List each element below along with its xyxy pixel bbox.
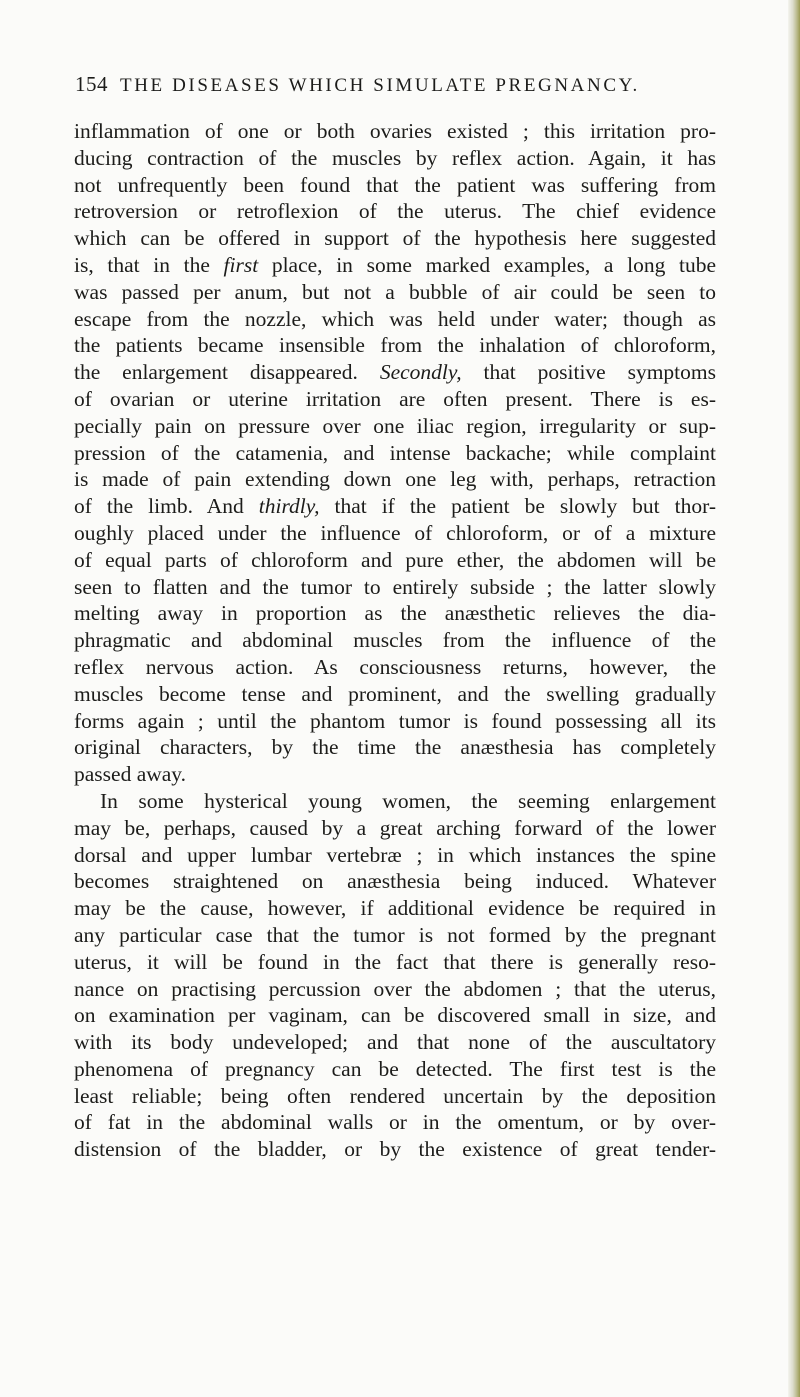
text-line	[74, 279, 716, 306]
text-segment: nance on practising percussion over the abdomen ; that the uterus,	[74, 976, 716, 1001]
text-line	[74, 359, 716, 386]
text-line	[74, 1029, 716, 1056]
text-segment: which can be offered in support of the hypothesis here suggested	[74, 226, 716, 251]
text-segment: reflex nervous action. As consciousness returns, however, the	[74, 654, 716, 679]
text-line	[74, 198, 716, 225]
text-segment: the enlargement disappeared.	[74, 360, 380, 385]
text-segment: of fat in the abdominal walls or in the omentum, or by over-	[74, 1110, 716, 1135]
text-line	[74, 895, 716, 922]
italic-text: thirdly,	[258, 494, 320, 519]
text-line	[74, 1109, 716, 1136]
text-segment: pecially pain on pressure over one iliac region, irregularity or sup-	[74, 413, 716, 438]
text-line	[74, 172, 716, 199]
page-number: 154	[75, 72, 108, 96]
text-segment: uterus, it will be found in the fact that there is generally reso-	[74, 949, 716, 974]
body-text	[74, 118, 716, 1163]
text-line	[74, 976, 716, 1003]
text-segment: not unfrequently been found that the patient was suffering from	[74, 172, 716, 197]
text-line	[74, 306, 716, 333]
text-line	[74, 922, 716, 949]
text-segment: retroversion or retroflexion of the uterus. The chief evidence	[74, 199, 716, 224]
text-line	[74, 1136, 716, 1163]
text-segment: that positive symptoms	[461, 360, 716, 385]
text-line	[74, 386, 716, 413]
italic-text: Secondly,	[379, 360, 462, 385]
text-line	[74, 788, 716, 815]
text-segment: place, in some marked examples, a long tube	[258, 252, 716, 277]
text-segment: was passed per anum, but not a bubble of air could be seen to	[74, 279, 716, 304]
text-segment: seen to flatten and the tumor to entirely subside ; the latter slowly	[74, 574, 716, 599]
text-segment: muscles become tense and prominent, and the swelling gradually	[74, 681, 716, 706]
text-segment: any particular case that the tumor is not formed by the pregnant	[74, 922, 716, 947]
text-segment: forms again ; until the phantom tumor is found possessing all its	[74, 708, 716, 733]
text-segment: is, that in the	[74, 252, 224, 277]
text-line	[74, 547, 716, 574]
text-line	[74, 225, 716, 252]
text-line	[74, 574, 716, 601]
text-line	[74, 708, 716, 735]
text-line	[74, 815, 716, 842]
text-segment: that if the patient be slowly but thor-	[319, 494, 716, 519]
text-segment: on examination per vaginam, can be discovered small in size, and	[74, 1003, 716, 1028]
text-segment: distension of the bladder, or by the existence of great tender-	[74, 1137, 716, 1162]
text-line	[74, 842, 716, 869]
text-segment: is made of pain extending down one leg with, perhaps, retraction	[74, 467, 716, 492]
text-line	[74, 1056, 716, 1083]
text-line	[74, 600, 716, 627]
text-segment: phenomena of pregnancy can be detected. The first test is the	[74, 1056, 716, 1081]
italic-text: first	[223, 252, 259, 277]
text-line	[74, 440, 716, 467]
page-edge	[788, 0, 800, 1397]
text-line	[74, 252, 716, 279]
text-line	[74, 761, 716, 788]
text-segment: oughly placed under the influence of chloroform, or of a mixture	[74, 520, 716, 545]
text-segment: least reliable; being often rendered uncertain by the deposition	[74, 1083, 716, 1108]
text-line	[74, 145, 716, 172]
text-line	[74, 654, 716, 681]
text-line	[74, 1083, 716, 1110]
text-line	[74, 520, 716, 547]
running-head	[75, 72, 715, 100]
text-segment: passed away.	[74, 762, 187, 787]
text-segment: phragmatic and abdominal muscles from the influence of the	[74, 628, 716, 653]
text-segment: ducing contraction of the muscles by reflex action. Again, it has	[74, 145, 716, 170]
text-segment: dorsal and upper lumbar vertebræ ; in which instances the spine	[74, 842, 716, 867]
text-line	[74, 627, 716, 654]
text-line	[74, 868, 716, 895]
text-line	[74, 493, 716, 520]
text-line	[74, 332, 716, 359]
text-segment: melting away in proportion as the anæsthetic relieves the dia-	[74, 601, 716, 626]
text-segment: may be, perhaps, caused by a great arching forward of the lower	[74, 815, 716, 840]
text-segment: original characters, by the time the anæsthesia has completely	[74, 735, 716, 760]
text-segment: becomes straightened on anæsthesia being induced. Whatever	[74, 869, 716, 894]
text-segment: of ovarian or uterine irritation are often present. There is es-	[74, 386, 716, 411]
text-line	[74, 681, 716, 708]
text-segment: of the limb. And	[74, 494, 259, 519]
text-segment: the patients became insensible from the inhalation of chloroform,	[74, 333, 716, 358]
text-line	[74, 466, 716, 493]
text-segment: inflammation of one or both ovaries existed ; this irritation pro-	[74, 119, 716, 143]
text-segment: may be the cause, however, if additional evidence be required in	[74, 896, 716, 921]
text-segment: escape from the nozzle, which was held under water; though as	[74, 306, 716, 331]
text-line	[74, 413, 716, 440]
text-segment: with its body undeveloped; and that none of the auscultatory	[74, 1030, 716, 1055]
running-title: THE DISEASES WHICH SIMULATE PREGNANCY.	[120, 75, 640, 96]
text-line	[74, 118, 716, 145]
text-segment: of equal parts of chloroform and pure ether, the abdomen will be	[74, 547, 716, 572]
text-line	[74, 734, 716, 761]
text-segment: In some hysterical young women, the seeming enlargement	[100, 788, 716, 813]
text-line	[74, 949, 716, 976]
text-line	[74, 1002, 716, 1029]
text-segment: pression of the catamenia, and intense backache; while complaint	[74, 440, 716, 465]
